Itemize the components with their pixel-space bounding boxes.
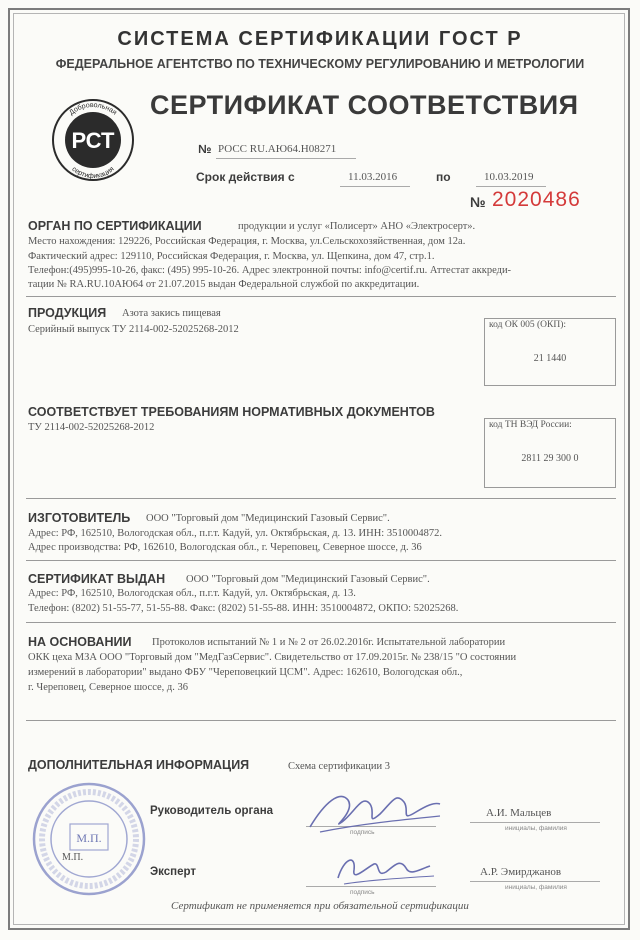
- expert-sign-caption: подпись: [350, 889, 375, 896]
- valid-to: 10.03.2019: [484, 171, 534, 183]
- okp-label: код ОК 005 (ОКП):: [489, 320, 567, 330]
- product-spec: Серийный выпуск ТУ 2114-002-52025268-2012: [28, 324, 239, 335]
- issued-contacts: Телефон: (8202) 51-55-77, 51-55-88. Факс: (8202) 51-55-88. ИНН: 3510004872, ОКПО: 52025268.: [28, 603, 459, 614]
- basis-line-3: измерений в лаборатории" выдано ФБУ "Череповецкий ЦСМ". Адрес: 162610, Вологодская обл.,: [28, 667, 463, 678]
- agency-title: ФЕДЕРАЛЬНОЕ АГЕНТСТВО ПО ТЕХНИЧЕСКОМУ РЕГУЛИРОВАНИЮ И МЕТРОЛОГИИ: [55, 57, 585, 71]
- footer-note: Сертификат не применяется при обязательной сертификации: [171, 900, 469, 912]
- serial-no-label: №: [470, 194, 486, 210]
- mp-mark: М.П.: [62, 852, 84, 863]
- organ-line-2: Фактический адрес: 129110, Российская Федерация, г. Москва, ул. Щепкина, дом 47, стр.1.: [28, 251, 435, 262]
- basis-heading: НА ОСНОВАНИИ: [28, 635, 132, 649]
- issued-heading: СЕРТИФИКАТ ВЫДАН: [28, 572, 166, 586]
- additional-heading: ДОПОЛНИТЕЛЬНАЯ ИНФОРМАЦИЯ: [28, 758, 250, 772]
- conformity-doc: ТУ 2114-002-52025268-2012: [28, 422, 155, 433]
- conformity-heading: СООТВЕТСТВУЕТ ТРЕБОВАНИЯМ НОРМАТИВНЫХ ДОКУМЕНТОВ: [28, 405, 435, 419]
- issued-address: Адрес: РФ, 162510, Вологодская обл., п.г.т. Кадуй, ул. Октябрьская, д. 13.: [28, 588, 356, 599]
- manufacturer-name: ООО "Торговый дом "Медицинский Газовый Сервис".: [146, 513, 390, 524]
- organ-seal-icon: [30, 780, 148, 898]
- manufacturer-address: Адрес: РФ, 162510, Вологодская обл., п.г.т. Кадуй, ул. Октябрьская, д. 13. ИНН: 3510004872.: [28, 528, 442, 539]
- basis-line-4: г. Череповец, Северное шоссе, д. 36: [28, 682, 188, 693]
- manufacturer-heading: ИЗГОТОВИТЕЛЬ: [28, 511, 131, 525]
- valid-from: 11.03.2016: [348, 171, 398, 183]
- expert-label: Эксперт: [150, 866, 197, 878]
- system-title: СИСТЕМА СЕРТИФИКАЦИИ ГОСТ Р: [117, 28, 523, 50]
- organ-line-1: Место нахождения: 129226, Российская Федерация, г. Москва, ул.Сельскохозяйственная, дом 12а.: [28, 236, 466, 247]
- logo-ring-top: Добровольная: [68, 101, 118, 117]
- organ-heading: ОРГАН ПО СЕРТИФИКАЦИИ: [28, 219, 202, 233]
- logo-ring-bottom: сертификация: [70, 165, 116, 181]
- valid-to-label: по: [436, 170, 451, 184]
- expert-name-caption: инициалы, фамилия: [505, 884, 567, 891]
- tnved-label: код ТН ВЭД России:: [489, 420, 572, 430]
- head-sign-caption: подпись: [350, 829, 375, 836]
- issued-name: ООО "Торговый дом "Медицинский Газовый Сервис".: [186, 574, 430, 585]
- head-label: Руководитель органа: [150, 805, 274, 817]
- certification-scheme: Схема сертификации 3: [288, 761, 391, 772]
- product-name: Азота закись пищевая: [122, 308, 221, 319]
- product-heading: ПРОДУКЦИЯ: [28, 306, 107, 320]
- seal-center-text: М.П.: [76, 831, 102, 845]
- rst-logo-icon: [48, 95, 138, 185]
- certificate-title: СЕРТИФИКАТ СООТВЕТСТВИЯ: [150, 90, 579, 120]
- tnved-code: 2811 29 300 0: [521, 453, 579, 464]
- head-name: А.И. Мальцев: [486, 807, 552, 819]
- reg-no-label: №: [198, 142, 212, 156]
- basis-line-1: Протоколов испытаний № 1 и № 2 от 26.02.2016г. Испытательной лаборатории: [152, 637, 506, 648]
- expert-signature-icon: [330, 848, 440, 890]
- head-signature-icon: [300, 782, 450, 842]
- organ-line-3: Телефон:(495)995-10-26, факс: (495) 995-10-26. Адрес электронной почты: info@certif.ru. Аттестат аккреди-: [28, 265, 512, 276]
- okp-code-box: [484, 318, 616, 386]
- serial-number: 2020486: [492, 188, 581, 211]
- logo-letters: РСТ: [71, 128, 115, 153]
- reg-number: РОСС RU.АЮ64.Н08271: [218, 143, 337, 155]
- manufacturer-production-address: Адрес производства: РФ, 162610, Вологодская обл., г. Череповец, Северное шоссе, д. 36: [28, 542, 422, 553]
- organ-line-0: продукции и услуг «Полисерт» АНО «Электросерт».: [238, 221, 476, 232]
- organ-line-4: тации № RA.RU.10АЮ64 от 21.07.2015 выдан Федеральной службой по аккредитации.: [28, 279, 420, 290]
- expert-name: А.Р. Эмирджанов: [480, 866, 562, 878]
- tnved-code-box: [484, 418, 616, 488]
- head-name-caption: инициалы, фамилия: [505, 825, 567, 832]
- okp-code: 21 1440: [533, 353, 567, 364]
- validity-label: Срок действия с: [196, 170, 295, 184]
- basis-line-2: ОКК цеха МЗА ООО "Торговый дом "МедГазСервис". Свидетельство от 17.09.2015г. № 238/15 "О состоянии: [28, 652, 517, 663]
